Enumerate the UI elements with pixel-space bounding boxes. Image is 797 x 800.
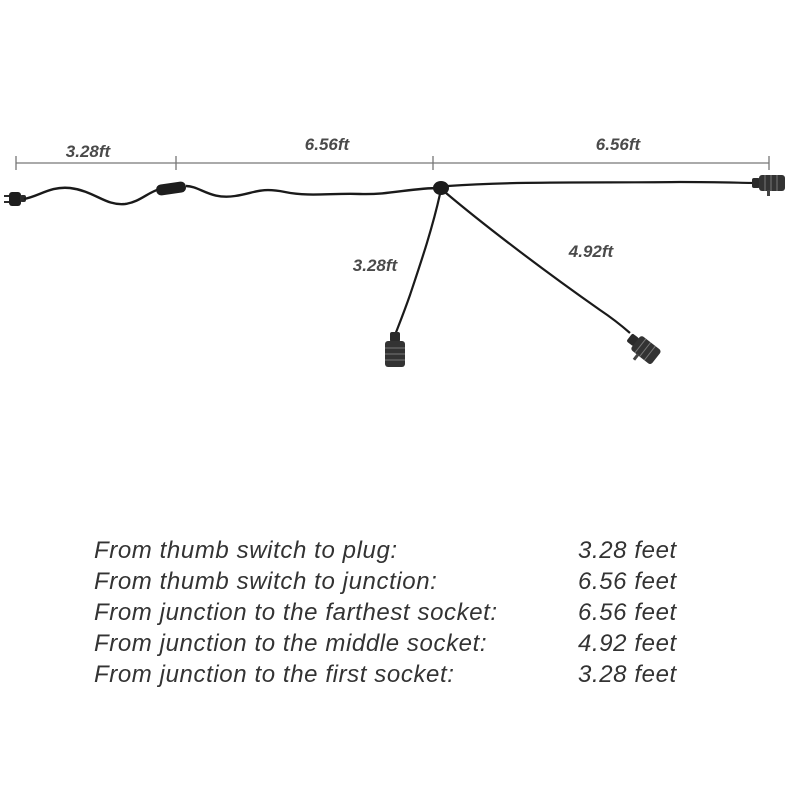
cord-switch-to-junction [186,186,440,197]
length-specs [94,535,734,690]
spec-label: From junction to the middle socket: [94,629,488,657]
spec-label: From thumb switch to plug: [94,536,398,564]
thumb-switch-icon [155,181,186,196]
spec-value: 3.28 feet [578,660,677,688]
spec-label: From thumb switch to junction: [94,567,438,595]
middle-socket-icon [620,330,662,370]
dimension-line [16,156,769,170]
spec-row-switch-to-junction [94,566,734,597]
spec-row-junction-to-first [94,659,734,690]
dimension-label-first-socket: 3.28ft [352,256,398,275]
dimension-label-plug-to-switch: 3.28ft [65,142,111,161]
cord-junction-to-first-socket [395,194,440,335]
first-socket-icon [385,332,405,367]
spec-row-junction-to-farthest [94,597,734,628]
dimension-label-middle-socket: 4.92ft [568,242,614,261]
dimension-label-switch-to-junction: 6.56ft [304,135,350,154]
spec-value: 6.56 feet [578,567,677,595]
spec-value: 4.92 feet [578,629,677,657]
cord-junction-to-far-socket [448,182,760,186]
spec-row-junction-to-middle [94,628,734,659]
far-socket-icon [752,175,785,196]
cord-junction-to-middle-socket [446,193,630,333]
spec-row-switch-to-plug [94,535,734,566]
dimension-label-junction-to-far-socket: 6.56ft [595,135,641,154]
spec-value: 3.28 feet [578,536,677,564]
spec-label: From junction to the first socket: [94,660,455,688]
spec-value: 6.56 feet [578,598,677,626]
cord-plug-to-switch [24,188,160,204]
spec-label: From junction to the farthest socket: [94,598,498,626]
plug-icon [4,192,26,206]
